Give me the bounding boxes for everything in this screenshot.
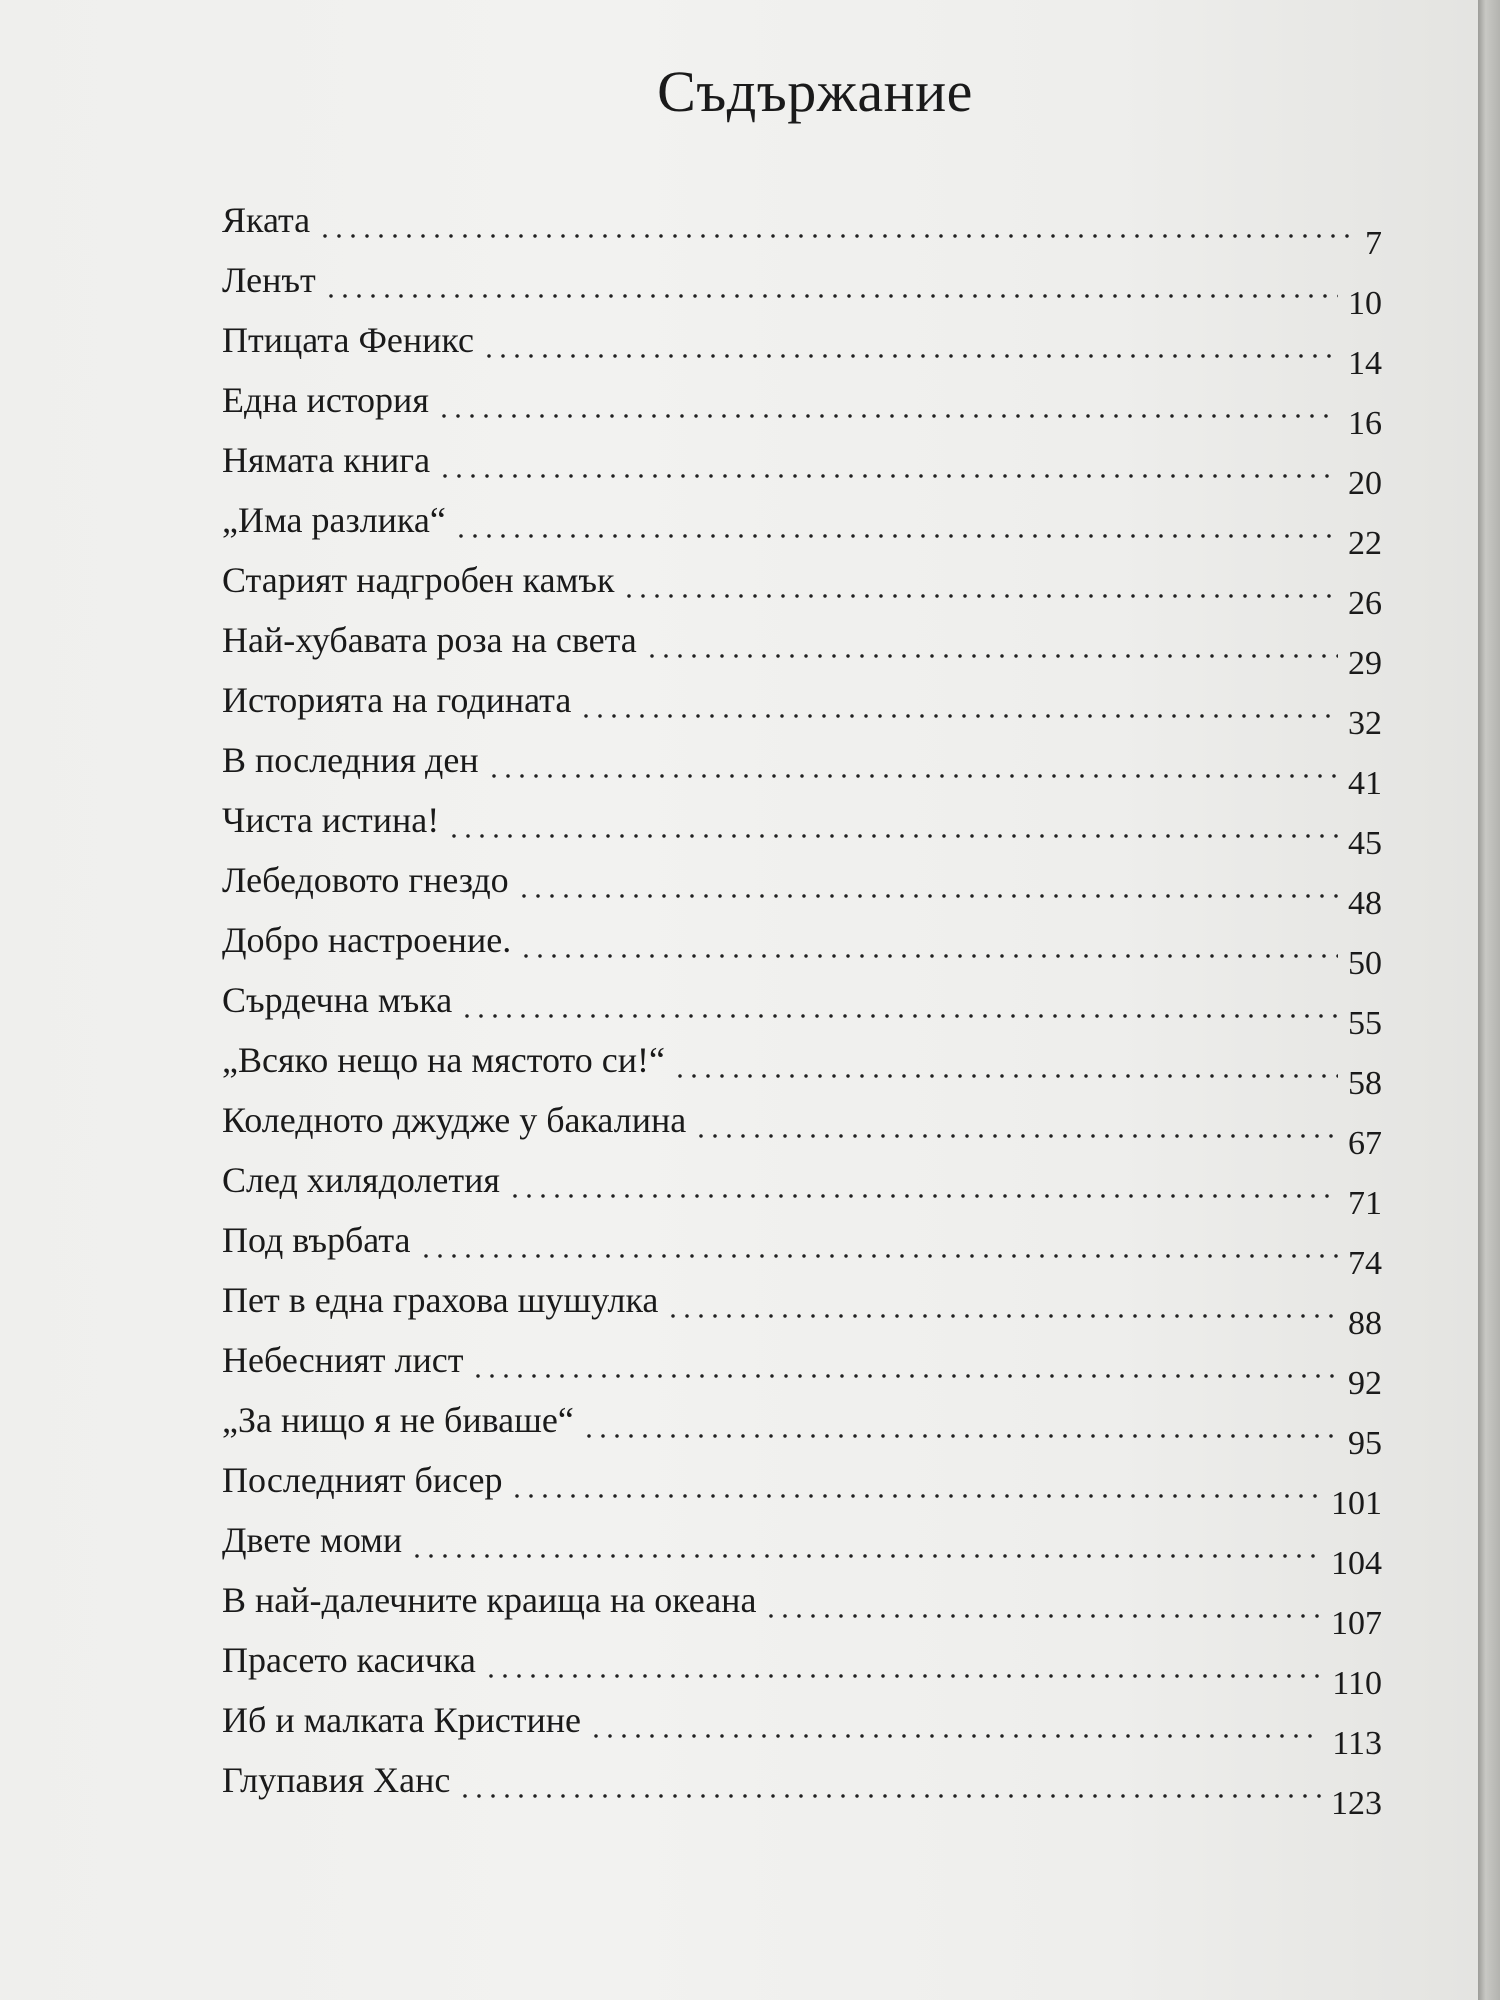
toc-entry-page-number: 88 — [1348, 1305, 1382, 1342]
toc-entry-title: След хилядолетия — [222, 1160, 500, 1200]
toc-entry-title: Иб и малката Кристине — [222, 1700, 582, 1740]
toc-entry-title: В най-далечните краища на океана — [222, 1580, 757, 1620]
page-edge — [1478, 0, 1500, 2000]
toc-dot-leader — [508, 1194, 1338, 1198]
toc-dot-leader — [458, 1794, 1321, 1798]
toc-entry-page-number: 123 — [1331, 1785, 1382, 1822]
toc-entry-title: Историята на годината — [222, 680, 572, 720]
toc-entry-page-number: 71 — [1348, 1185, 1382, 1222]
toc-entry — [222, 1638, 1382, 1702]
toc-entry — [222, 1098, 1382, 1162]
toc-entry — [222, 558, 1382, 622]
toc-entry-title: Ленът — [222, 260, 316, 300]
toc-entry-page-number: 74 — [1348, 1245, 1382, 1282]
toc-entry-page-number: 113 — [1332, 1725, 1382, 1762]
toc-entry-page-number: 7 — [1365, 225, 1382, 262]
toc-dot-leader — [582, 1434, 1338, 1438]
toc-entry — [222, 438, 1382, 502]
toc-entry — [222, 798, 1382, 862]
toc-entry-page-number: 92 — [1348, 1365, 1382, 1402]
toc-dot-leader — [487, 774, 1338, 778]
toc-entry — [222, 1038, 1382, 1102]
toc-dot-leader — [471, 1374, 1338, 1378]
toc-dot-leader — [410, 1554, 1321, 1558]
toc-entry-title: В последния ден — [222, 740, 479, 780]
toc-entry-title: Лебедовото гнездо — [222, 860, 509, 900]
toc-entry — [222, 1398, 1382, 1462]
toc-entry-page-number: 29 — [1348, 645, 1382, 682]
toc-entry-page-number: 107 — [1331, 1605, 1382, 1642]
toc-entry-page-number: 10 — [1348, 285, 1382, 322]
toc-dot-leader — [454, 534, 1338, 538]
toc-entry-page-number: 110 — [1332, 1665, 1382, 1702]
toc-entry-page-number: 58 — [1348, 1065, 1382, 1102]
toc-entry-title: Небесният лист — [222, 1340, 464, 1380]
toc-entry-page-number: 55 — [1348, 1005, 1382, 1042]
toc-entry — [222, 618, 1382, 682]
toc-entry-page-number: 41 — [1348, 765, 1382, 802]
toc-entry — [222, 738, 1382, 802]
toc-entry-title: Коледното джудже у бакалина — [222, 1100, 687, 1140]
page-title: Съдържание — [657, 59, 973, 124]
toc-dot-leader — [666, 1314, 1338, 1318]
toc-dot-leader — [589, 1734, 1322, 1738]
toc-entry — [222, 1698, 1382, 1762]
toc-entry — [222, 198, 1382, 262]
toc-entry — [222, 1218, 1382, 1282]
toc-entry-title: Птицата Феникс — [222, 320, 474, 360]
toc-entry — [222, 498, 1382, 562]
toc-entry-page-number: 95 — [1348, 1425, 1382, 1462]
toc-dot-leader — [694, 1134, 1338, 1138]
toc-entry — [222, 318, 1382, 382]
toc-dot-leader — [622, 594, 1338, 598]
table-of-contents — [222, 198, 1382, 1822]
toc-entry-title: Чиста истина! — [222, 800, 440, 840]
toc-entry-title: Яката — [222, 200, 311, 240]
toc-entry-page-number: 16 — [1348, 405, 1382, 442]
toc-dot-leader — [579, 714, 1338, 718]
toc-dot-leader — [318, 234, 1355, 238]
toc-entry-title: Двете моми — [222, 1520, 403, 1560]
toc-entry — [222, 378, 1382, 442]
toc-dot-leader — [460, 1014, 1338, 1018]
toc-entry-title: Най-хубавата роза на света — [222, 620, 637, 660]
toc-dot-leader — [645, 654, 1338, 658]
toc-entry — [222, 678, 1382, 742]
toc-entry-title: Сърдечна мъка — [222, 980, 453, 1020]
toc-entry-title: Глупавия Ханс — [222, 1760, 451, 1800]
toc-dot-leader — [447, 834, 1338, 838]
toc-entry-title: „Всяко нещо на мястото си!“ — [222, 1040, 665, 1080]
toc-entry-page-number: 32 — [1348, 705, 1382, 742]
toc-entry — [222, 1338, 1382, 1402]
toc-entry — [222, 918, 1382, 982]
toc-entry-title: Нямата книга — [222, 440, 431, 480]
toc-entry-title: Старият надгробен камък — [222, 560, 615, 600]
toc-entry-title: Една история — [222, 380, 429, 420]
toc-entry — [222, 1758, 1382, 1822]
toc-dot-leader — [673, 1074, 1338, 1078]
toc-dot-leader — [764, 1614, 1321, 1618]
toc-entry — [222, 1458, 1382, 1522]
toc-entry-page-number: 14 — [1348, 345, 1382, 382]
toc-dot-leader — [517, 894, 1338, 898]
toc-entry-page-number: 22 — [1348, 525, 1382, 562]
toc-dot-leader — [484, 1674, 1322, 1678]
toc-entry-page-number: 48 — [1348, 885, 1382, 922]
toc-entry-title: Под върбата — [222, 1220, 411, 1260]
toc-dot-leader — [510, 1494, 1321, 1498]
toc-entry-title: „За нищо я не биваше“ — [222, 1400, 574, 1440]
toc-entry-page-number: 104 — [1331, 1545, 1382, 1582]
toc-entry — [222, 1578, 1382, 1642]
toc-dot-leader — [437, 414, 1338, 418]
toc-entry-page-number: 67 — [1348, 1125, 1382, 1162]
toc-entry — [222, 1278, 1382, 1342]
toc-entry — [222, 858, 1382, 922]
toc-entry — [222, 1518, 1382, 1582]
toc-entry-title: Последният бисер — [222, 1460, 503, 1500]
toc-entry-page-number: 26 — [1348, 585, 1382, 622]
toc-dot-leader — [419, 1254, 1338, 1258]
toc-dot-leader — [438, 474, 1338, 478]
toc-entry-title: Прасето касичка — [222, 1640, 476, 1680]
toc-entry — [222, 258, 1382, 322]
toc-entry-title: „Има разлика“ — [222, 500, 446, 540]
toc-entry-page-number: 45 — [1348, 825, 1382, 862]
toc-entry-title: Добро настроение. — [222, 920, 512, 960]
toc-dot-leader — [324, 294, 1338, 298]
toc-entry — [222, 1158, 1382, 1222]
toc-dot-leader — [482, 354, 1338, 358]
toc-entry-page-number: 50 — [1348, 945, 1382, 982]
toc-entry — [222, 978, 1382, 1042]
toc-dot-leader — [519, 954, 1338, 958]
toc-entry-page-number: 20 — [1348, 465, 1382, 502]
toc-entry-page-number: 101 — [1331, 1485, 1382, 1522]
toc-entry-title: Пет в една грахова шушулка — [222, 1280, 659, 1320]
